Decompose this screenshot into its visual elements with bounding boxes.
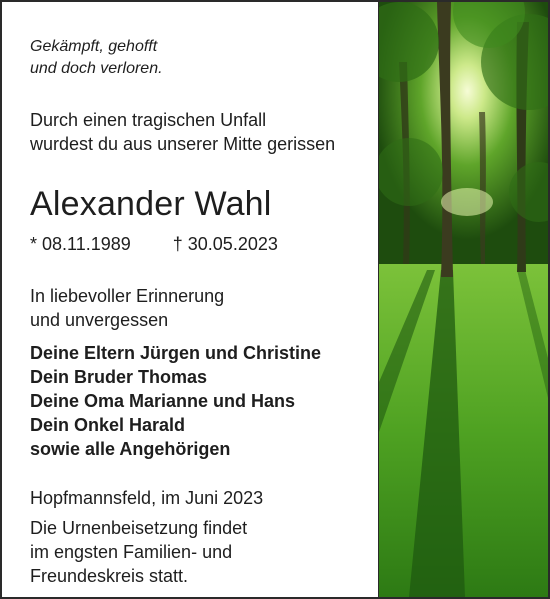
mourner-line: Deine Eltern Jürgen und Christine [30,343,322,363]
obituary-text-column [2,2,378,597]
mourner-line: Dein Onkel Harald [30,415,186,435]
intro-line: wurdest du aus unserer Mitte gerissen [30,134,336,154]
mourner-line: Dein Bruder Thomas [30,367,208,387]
life-dates [30,233,278,255]
burial-note [30,516,247,588]
place-and-date: Hopfmannsfeld, im Juni 2023 [30,488,264,508]
remembrance-text [30,284,224,332]
remembrance-line: und unvergessen [30,310,169,330]
intro-line: Durch einen tragischen Unfall [30,110,267,130]
tree-photo-image [379,2,549,597]
motto [30,36,163,80]
mourners-list [30,341,321,461]
tree-photo [378,2,549,597]
mourner-line: sowie alle Angehörigen [30,439,231,459]
burial-line: Die Urnenbeisetzung findet [30,518,248,538]
remembrance-line: In liebevoller Erinnerung [30,286,225,306]
birth-date: * 08.11.1989 [30,234,131,254]
mourner-line: Deine Oma Marianne und Hans [30,391,296,411]
death-date: † 30.05.2023 [172,234,278,254]
motto-line: und doch verloren. [30,60,163,77]
motto-line: Gekämpft, gehofft [30,38,158,55]
burial-line: Freundeskreis statt. [30,566,189,586]
intro-text [30,108,335,156]
burial-line: im engsten Familien- und [30,542,233,562]
deceased-name: Alexander Wahl [30,185,272,223]
